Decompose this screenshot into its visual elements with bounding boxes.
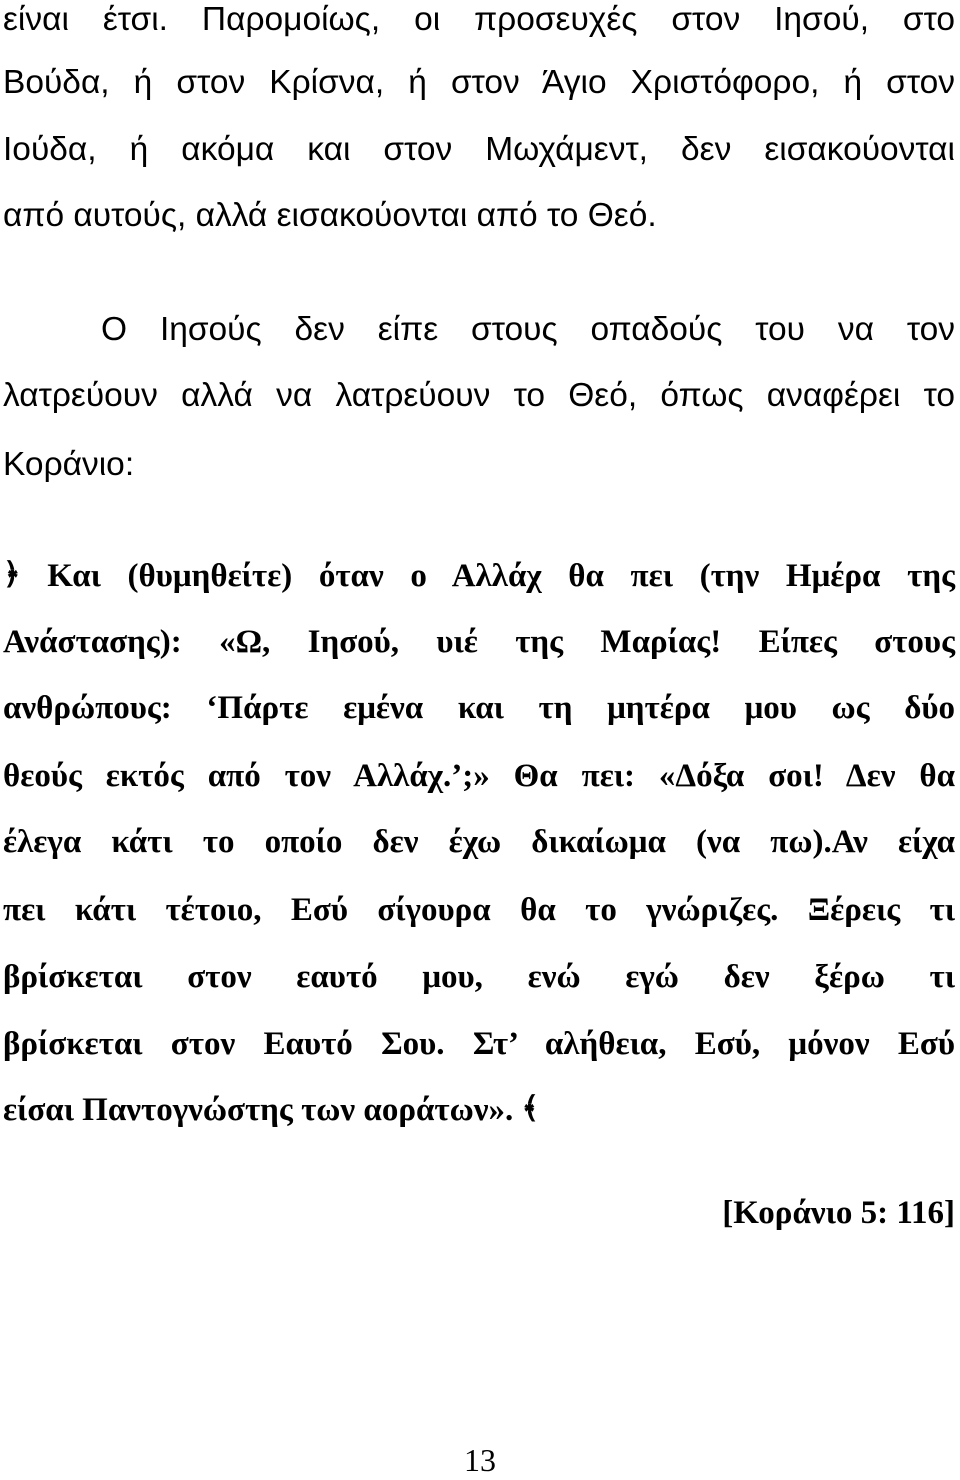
paragraph-2-line-1: [3, 310, 955, 350]
quote-close-bracket: ﴾: [521, 1091, 540, 1126]
quote-line-2: Ανάστασης): «Ω, Ιησού, υιέ της Μαρίας! Είπες στους: [3, 624, 955, 660]
document-page: [3, 0, 955, 1477]
quran-citation: [Κοράνιο 5: 116]: [722, 1195, 955, 1231]
paragraph-2-line-3: Κοράνιο:: [3, 446, 135, 483]
paragraph-2-line-2: λατρεύουν αλλά να λατρεύουν το Θεό, όπως αναφέρει το: [3, 377, 955, 414]
quote-line-3: ανθρώπους: ‘Πάρτε εμένα και τη μητέρα μου ως δύο: [3, 690, 955, 726]
quote-open-bracket: ﴿: [3, 557, 21, 592]
quote-first-line-text: Και (θυμηθείτε) όταν ο Αλλάχ θα πει (την Ημέρα της: [20, 558, 955, 594]
paragraph-1-line-1: είναι έτσι. Παρομοίως, οι προσευχές στον Ιησού, στο: [3, 1, 955, 38]
paragraph-1-line-2: Βούδα, ή στον Κρίσνα, ή στον Άγιο Χριστόφορο, ή στον: [3, 64, 955, 101]
paragraph-1-line-4: από αυτούς, αλλά εισακούονται από το Θεό.: [3, 197, 657, 234]
page-number: 13: [464, 1442, 496, 1478]
quote-line-7: βρίσκεται στον εαυτό μου, ενώ εγώ δεν ξέρω τι: [3, 959, 955, 995]
quote-line-5: έλεγα κάτι το οποίο δεν έχω δικαίωμα (να πω).Αν είχα: [3, 824, 955, 860]
quote-line-8: βρίσκεται στον Εαυτό Σου. Στ’ αλήθεια, Εσύ, μόνον Εσύ: [3, 1026, 955, 1062]
quote-line-6: πει κάτι τέτοιο, Εσύ σίγουρα θα το γνώριζες. Ξέρεις τι: [3, 892, 955, 928]
paragraph-1-line-3: Ιούδα, ή ακόμα και στον Μωχάμεντ, δεν εισακούονται: [3, 131, 955, 168]
quote-line-9: [3, 1089, 955, 1129]
paragraph-2-first-line: Ο Ιησούς δεν είπε στους οπαδούς του να τον: [101, 311, 955, 348]
quote-line-1: [3, 555, 955, 595]
quote-line-4: θεούς εκτός από τον Αλλάχ.’;» Θα πει: «Δόξα σοι! Δεν θα: [3, 758, 955, 794]
quote-last-line-text: είσαι Παντογνώστης των αοράτων».: [3, 1092, 522, 1128]
